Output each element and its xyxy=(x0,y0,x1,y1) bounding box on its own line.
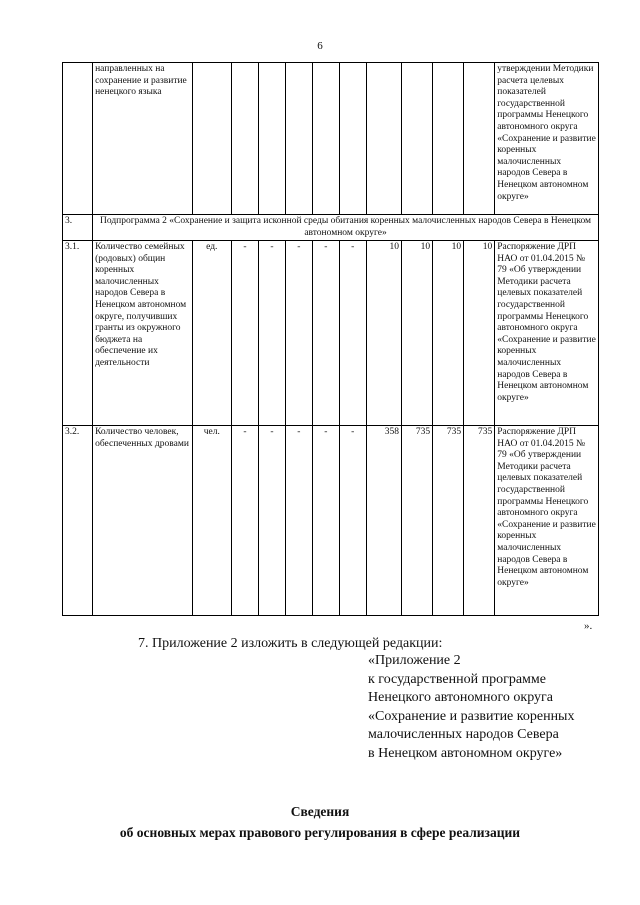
table-row-subprogram xyxy=(63,215,599,241)
cell-value: 735 xyxy=(433,426,464,616)
cell-value: - xyxy=(339,426,366,616)
cell-value: - xyxy=(231,426,258,616)
cell-value: 10 xyxy=(464,241,495,426)
cell-value: - xyxy=(258,426,285,616)
appendix-line: Ненецкого автономного округа xyxy=(368,690,553,705)
cell-num: 3.2. xyxy=(63,426,93,616)
cell-unit: чел. xyxy=(192,426,231,616)
cell-value: 358 xyxy=(366,426,401,616)
appendix-caption xyxy=(368,652,574,763)
appendix-line: «Приложение 2 xyxy=(368,653,461,668)
cell-indicator-name: Количество семейных (родовых) общин коренных малочисленных народов Севера в Ненецком автономном округе, получивших гранты из окружного бюджета на обеспечение их деятельности xyxy=(93,241,193,426)
cell-source: Распоряжение ДРП НАО от 01.04.2015 № 79 «Об утверждении Методики расчета целевых показателей государственной программы Ненецкого автономного округа «Сохранение и развитие коренных малочисленных народов Севера в Ненецком автономном округе» xyxy=(495,426,599,616)
cell-source: утверждении Методики расчета целевых показателей государственной программы Ненецкого автономного округа «Сохранение и развитие коренных малочисленных народов Севера в Ненецком автономном округе» xyxy=(495,63,599,215)
cell-value: 735 xyxy=(401,426,432,616)
cell-value: - xyxy=(231,241,258,426)
appendix-line: малочисленных народов Севера xyxy=(368,727,559,742)
cell-value: - xyxy=(285,426,312,616)
cell-value: 10 xyxy=(366,241,401,426)
amendment-paragraph: 7. Приложение 2 изложить в следующей редакции: xyxy=(138,636,443,651)
cell-value: - xyxy=(312,426,339,616)
indicators-table xyxy=(62,62,599,616)
cell-indicator-name: Количество человек, обеспеченных дровами xyxy=(93,426,193,616)
table-row-continued xyxy=(63,63,599,215)
cell-value: - xyxy=(339,241,366,426)
cell-value: - xyxy=(312,241,339,426)
table-row xyxy=(63,426,599,616)
cell-value: 10 xyxy=(433,241,464,426)
cell-value: - xyxy=(285,241,312,426)
cell-num xyxy=(63,63,93,215)
closing-quote: ». xyxy=(584,620,593,632)
cell-value: 10 xyxy=(401,241,432,426)
cell-num: 3.1. xyxy=(63,241,93,426)
subprogram-title: Подпрограмма 2 «Сохранение и защита исконной среды обитания коренных малочисленных народов Севера в Ненецком автономном округе» xyxy=(93,215,599,241)
cell-value: 735 xyxy=(464,426,495,616)
cell-num: 3. xyxy=(63,215,93,241)
section-heading-title: Сведения xyxy=(290,804,350,819)
table-row xyxy=(63,241,599,426)
appendix-line: «Сохранение и развитие коренных xyxy=(368,708,575,724)
cell-unit: ед. xyxy=(192,241,231,426)
appendix-line: к государственной программе xyxy=(368,671,546,687)
section-heading-subtitle: об основных мерах правового регулирования в сфере реализации xyxy=(119,825,521,840)
page-number: 6 xyxy=(317,40,323,52)
cell-indicator-name: направленных на сохранение и развитие ненецкого языка xyxy=(93,63,193,215)
appendix-line: в Ненецком автономном округе» xyxy=(368,745,563,761)
cell-source: Распоряжение ДРП НАО от 01.04.2015 № 79 «Об утверждении Методики расчета целевых показателей государственной программы Ненецкого автономного округа «Сохранение и развитие коренных малочисленных народов Севера в Ненецком автономном округе» xyxy=(495,241,599,426)
cell-value: - xyxy=(258,241,285,426)
